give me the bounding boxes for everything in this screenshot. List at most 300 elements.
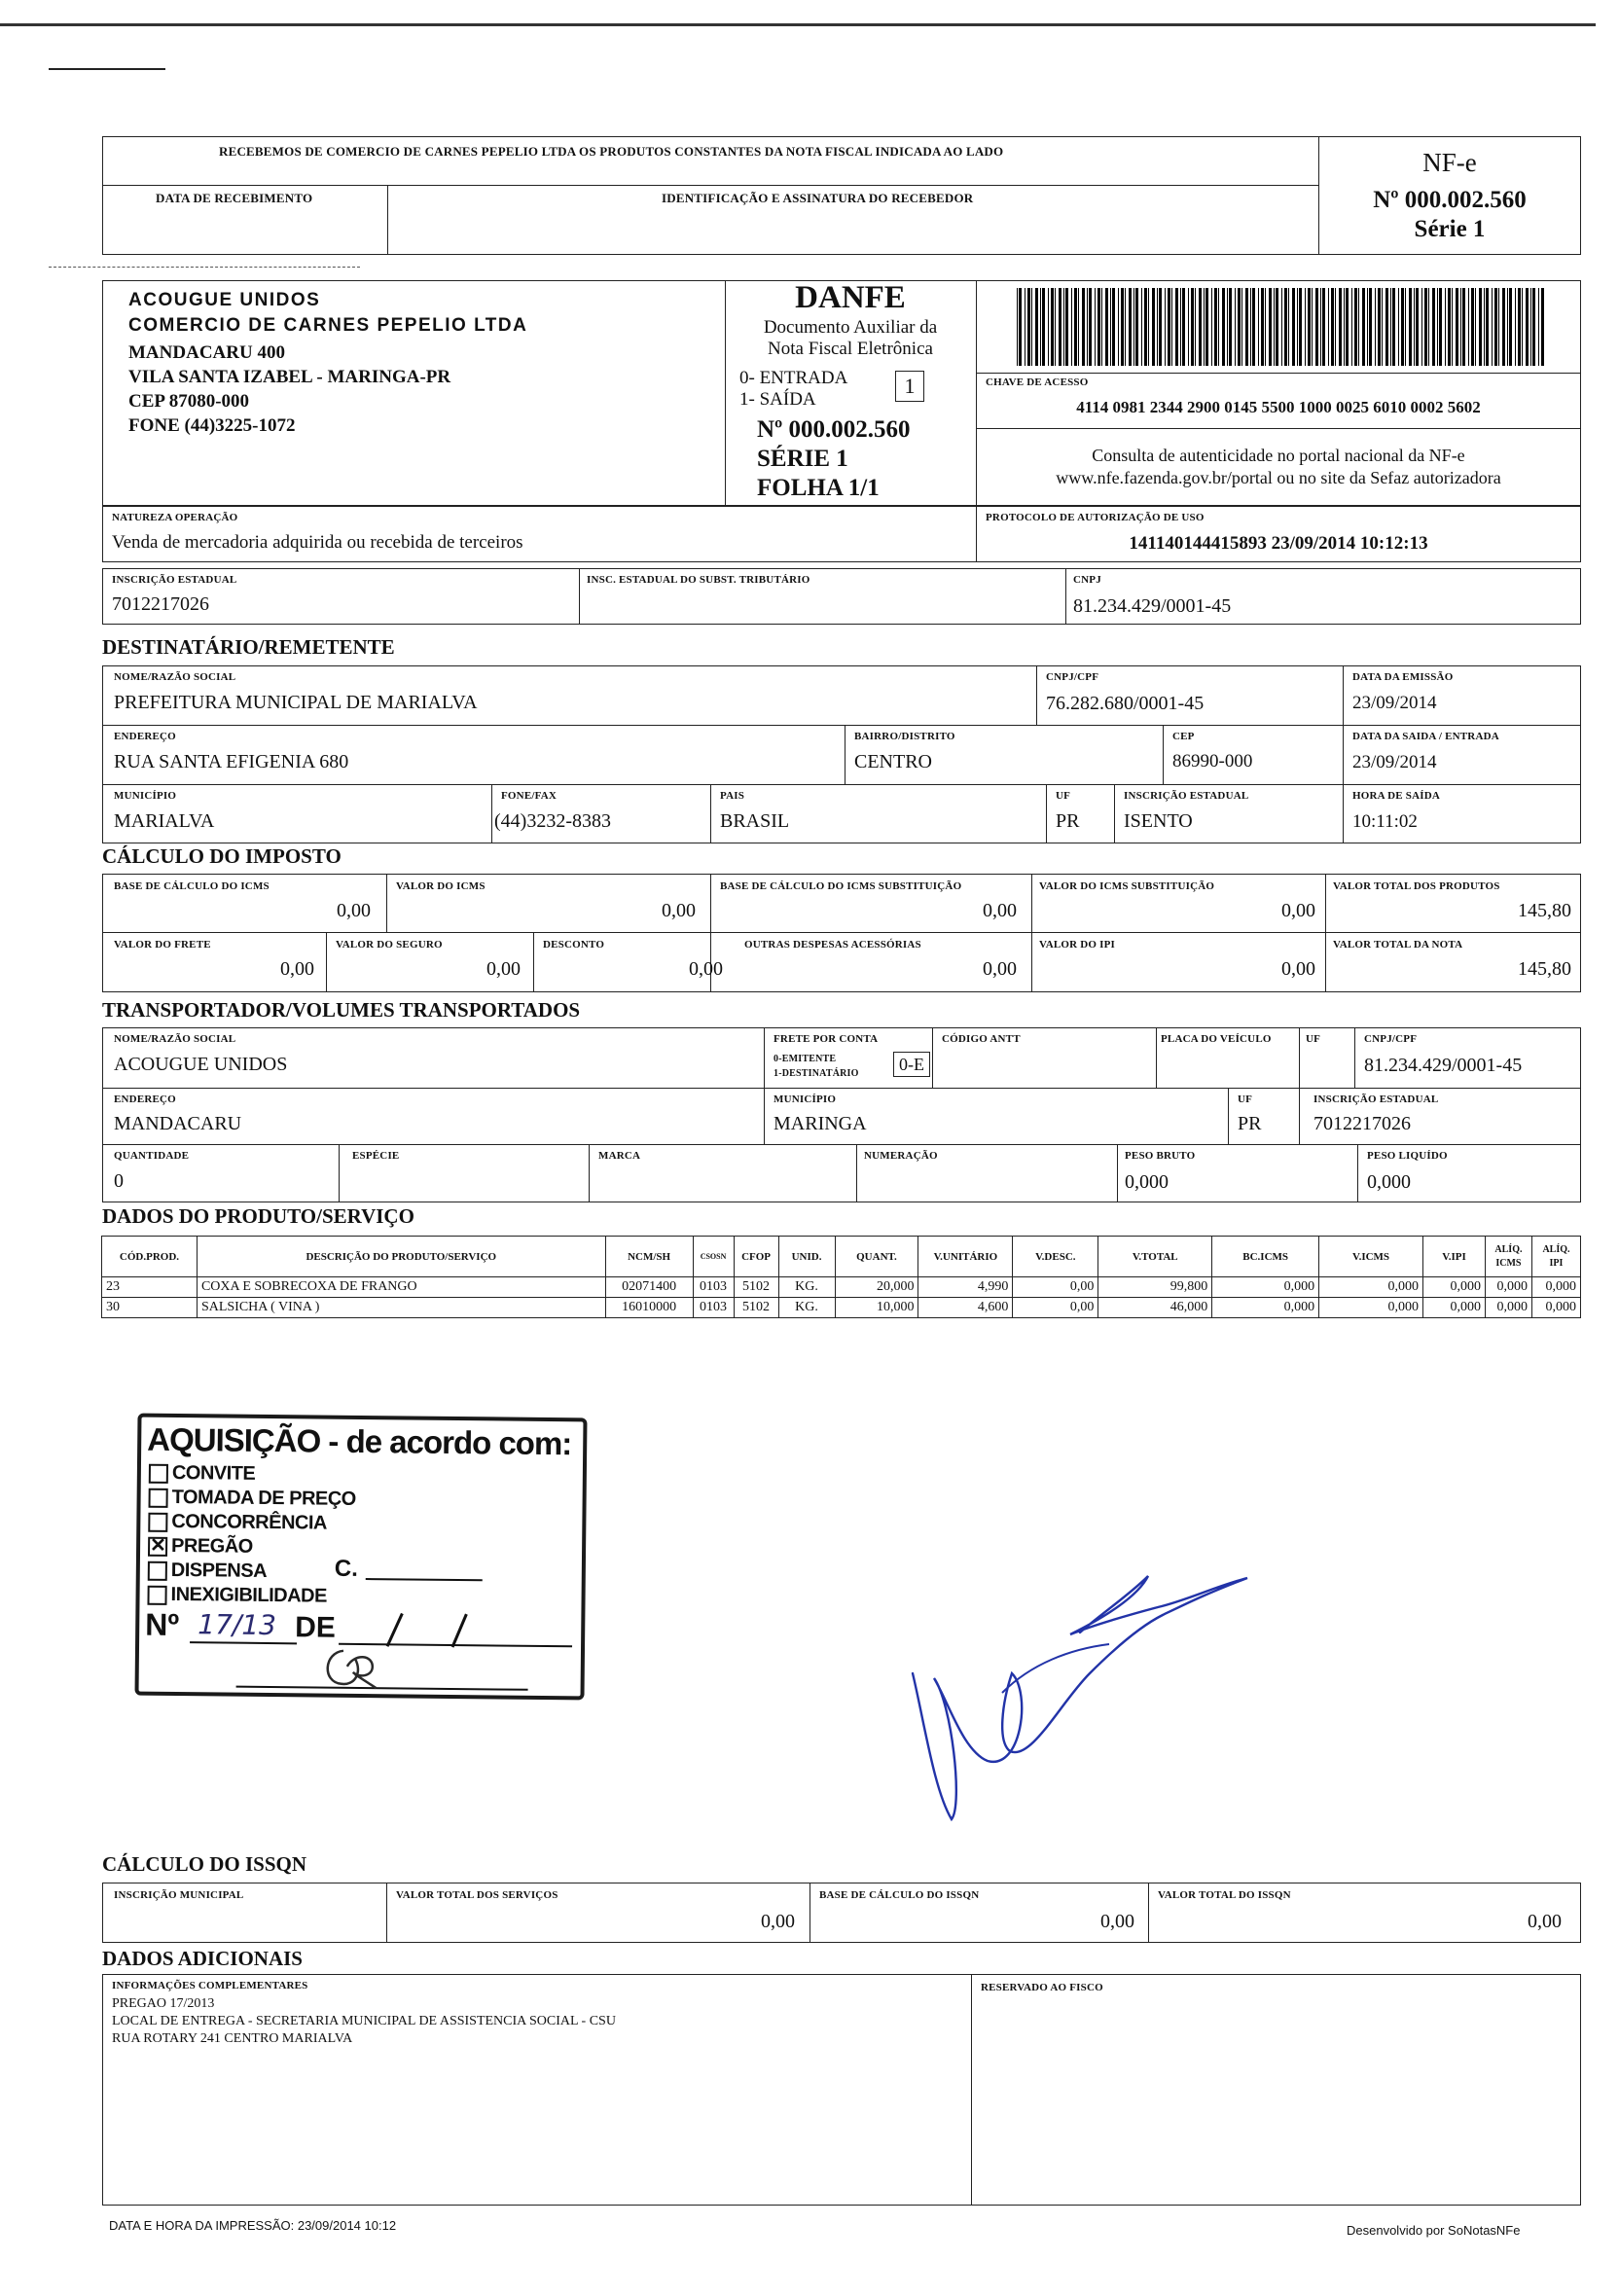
transp-frete-value: 0-E [893,1052,930,1077]
dest-fone-value: (44)3232-8383 [494,810,611,832]
natureza-value: Venda de mercadoria adquirida ou recebida de terceiros [112,532,523,553]
desenvolvido-text: Desenvolvido por SoNotasNFe [1347,2223,1521,2238]
barcode-bar [1414,288,1415,366]
barcode-bar [1152,288,1155,366]
barcode-bar [1195,288,1196,366]
barcode-bar [1281,288,1282,366]
barcode-bar [1375,288,1376,366]
dest-saida-value: 23/09/2014 [1352,752,1437,772]
produtos-section-title: DADOS DO PRODUTO/SERVIÇO [102,1204,414,1228]
barcode-bar [1452,288,1453,366]
transp-cnpj-value: 81.234.429/0001-45 [1364,1055,1523,1076]
danfe-subtitle-2: Nota Fiscal Eletrônica [768,339,933,359]
barcode-bar [1205,288,1208,366]
barcode-bar [1475,288,1476,366]
issqn-im-label: INSCRIÇÃO MUNICIPAL [114,1889,244,1901]
transp-bruto-label: PESO BRUTO [1125,1150,1196,1162]
cell-descricao: COXA E SOBRECOXA DE FRANGO [197,1277,605,1298]
transp-municipio-label: MUNICÍPIO [774,1094,837,1105]
total-produtos-label: VALOR TOTAL DOS PRODUTOS [1333,880,1500,892]
cut-line [49,267,360,268]
barcode-bar [1462,288,1465,366]
barcode-bar [1538,288,1539,366]
info-label: INFORMAÇÕES COMPLEMENTARES [112,1980,308,1991]
info-line-1: PREGAO 17/2013 [112,1996,215,2011]
barcode-bar [1265,288,1266,366]
barcode-bar [1227,288,1228,366]
stamp-option [148,1511,327,1536]
barcode-bar [1362,288,1365,366]
cell-bc-icms: 0,000 [1212,1298,1319,1318]
barcode-bar [1238,288,1241,366]
dest-endereco-value: RUA SANTA EFIGENIA 680 [114,751,349,772]
barcode-bar [1479,288,1482,366]
barcode-bar [1071,288,1072,366]
consulta-line-1: Consulta de autenticidade no portal nacional da NF-e [1092,446,1465,465]
emitente-endereco: MANDACARU 400 [128,342,285,363]
barcode-bar [1159,288,1162,366]
checkbox-icon [148,1512,167,1531]
barcode-bar [1097,288,1100,366]
col-unid: UNID. [778,1237,835,1277]
barcode-bar [1112,288,1115,366]
transportador-section-title: TRANSPORTADOR/VOLUMES TRANSPORTADOS [102,998,581,1022]
barcode-bar [1502,288,1505,366]
barcode-bar [1320,288,1321,366]
barcode-bar [1074,288,1077,366]
col-v-desc: V.DESC. [1013,1237,1098,1277]
cell-aliq-ipi: 0,000 [1531,1298,1580,1318]
barcode-bar [1031,288,1032,366]
stamp-numero-value: 17/13 [198,1608,277,1642]
barcode-bar [1416,288,1419,366]
adicionais-section-title: DADOS ADICIONAIS [102,1947,303,1970]
stamp-option-label: PREGÃO [170,1534,253,1558]
barcode-bar [1530,288,1531,366]
emitente-fone: FONE (44)3225-1072 [128,415,296,436]
barcode-bar [1051,288,1054,366]
barcode-bar [1171,288,1172,366]
barcode-bar [1095,288,1096,366]
iest-label: INSC. ESTADUAL DO SUBST. TRIBUTÁRIO [587,574,810,586]
stamp-option [148,1487,355,1512]
barcode-bar [1409,288,1412,366]
table-row [102,1298,1581,1318]
barcode-bar [1250,288,1251,366]
data-recebimento-label: DATA DE RECEBIMENTO [156,191,313,205]
dest-pais-label: PAIS [720,790,745,802]
barcode-bar [1445,288,1446,366]
transp-endereco-label: ENDEREÇO [114,1094,176,1105]
barcode-bar [1354,288,1357,366]
nfe-title: NF-e [1422,148,1477,177]
barcode-bar [1405,288,1406,366]
barcode-bar [1471,288,1474,366]
stamp-option-label: INEXIGIBILIDADE [170,1583,327,1607]
transp-bruto-value: 0,000 [1125,1171,1169,1193]
cell-v-ipi: 0,000 [1423,1277,1486,1298]
barcode-bar [1144,288,1147,366]
danfe-title: DANFE [795,280,906,315]
stamp-option-label: DISPENSA [170,1559,268,1582]
barcode-bar [1141,288,1142,366]
transp-antt-label: CÓDIGO ANTT [942,1033,1021,1045]
stamp-option [148,1560,267,1584]
adicionais-box [102,1974,1581,2206]
barcode-bar [1125,288,1126,366]
barcode-bar [1269,288,1272,366]
barcode-bar [1292,288,1295,366]
barcode-bar [1339,288,1342,366]
valor-st-value: 0,00 [1281,900,1315,921]
issqn-base-label: BASE DE CÁLCULO DO ISSQN [819,1889,980,1901]
barcode-bar [1344,288,1345,366]
dest-cnpj-label: CNPJ/CPF [1046,671,1099,683]
total-produtos-value: 145,80 [1518,900,1571,921]
emitente-nome: ACOUGUE UNIDOS [128,290,321,310]
emitente-bairro: VILA SANTA IZABEL - MARINGA-PR [128,367,451,387]
transp-frete-opt-1: 0-EMITENTE [774,1054,837,1064]
barcode-bar [1222,288,1225,366]
transp-liquido-value: 0,000 [1367,1171,1411,1193]
barcode-bar [1235,288,1236,366]
barcode-bar [1494,288,1497,366]
barcode-bar [1297,288,1298,366]
produtos-header-row [102,1237,1581,1277]
issqn-servicos-value: 0,00 [761,1911,795,1932]
cell-aliq-icms: 0,000 [1485,1277,1531,1298]
transp-marca-label: MARCA [598,1150,641,1162]
barcode-bar [1424,288,1427,366]
cell-ncm: 16010000 [605,1298,693,1318]
inscricao-box [102,568,1581,625]
dest-hora-value: 10:11:02 [1352,811,1418,832]
stamp-initials-icon [316,1645,385,1695]
danfe-serie: SÉRIE 1 [757,446,848,472]
transp-nome-label: NOME/RAZÃO SOCIAL [114,1033,236,1045]
barcode-bar [1328,288,1329,366]
dest-fone-label: FONE/FAX [501,790,558,802]
dest-emissao-value: 23/09/2014 [1352,693,1437,713]
barcode-bar [1218,288,1219,366]
cell-v-desc: 0,00 [1013,1277,1098,1298]
barcode-bar [1019,288,1022,366]
barcode-bar [1133,288,1134,366]
cell-unid: KG. [778,1298,835,1318]
danfe-saida: 1- SAÍDA [739,389,816,410]
transp-frete-opt-2: 1-DESTINATÁRIO [774,1068,859,1079]
barcode-bar [1392,288,1395,366]
danfe-entrada: 0- ENTRADA [739,368,848,388]
barcode-bar [1428,288,1429,366]
barcode-bar [1175,288,1178,366]
transp-endereco-value: MANDACARU [114,1113,242,1134]
scan-edge-line [0,23,1596,26]
danfe-subtitle-1: Documento Auxiliar da [763,317,938,338]
fisco-label: RESERVADO AO FISCO [981,1982,1103,1993]
cell-quant: 20,000 [835,1277,918,1298]
desconto-label: DESCONTO [543,939,605,951]
chave-value: 4114 0981 2344 2900 0145 5500 1000 0025 6010 0002 5602 [1076,398,1481,416]
outras-value: 0,00 [983,958,1017,980]
barcode-bar [1055,288,1056,366]
barcode-bar [1110,288,1111,366]
barcode-bar [1507,288,1508,366]
col-csosn: CSOSN [693,1237,734,1277]
cell-cod: 23 [102,1277,198,1298]
emitente-cep: CEP 87080-000 [128,391,250,412]
base-st-label: BASE DE CÁLCULO DO ICMS SUBSTITUIÇÃO [720,880,962,892]
barcode-bar [1335,288,1336,366]
col-v-ipi: V.IPI [1423,1237,1486,1277]
dest-nome-value: PREFEITURA MUNICIPAL DE MARIALVA [114,692,478,713]
base-icms-value: 0,00 [337,900,371,921]
barcode-bar [1486,288,1489,366]
recebemos-text: RECEBEMOS DE COMERCIO DE CARNES PEPELIO LTDA OS PRODUTOS CONSTANTES DA NOTA FISCAL INDICADA AO LADO [219,144,1004,159]
date-slash-icon [363,1609,509,1650]
valor-icms-value: 0,00 [662,900,696,921]
transp-uf2-value: PR [1238,1113,1262,1134]
barcode-bar [1498,288,1499,366]
produtos-table [101,1236,1581,1318]
barcode-bar [1358,288,1359,366]
barcode-bar [1182,288,1185,366]
stamp-option [148,1535,253,1560]
barcode-bar [1390,288,1391,366]
col-cfop: CFOP [734,1237,778,1277]
valor-icms-label: VALOR DO ICMS [396,880,486,892]
dest-cnpj-value: 76.282.680/0001-45 [1046,693,1205,714]
protocolo-value: 141140144415893 23/09/2014 10:12:13 [1129,533,1428,554]
stamp-title: AQUISIÇÃO - de acordo com: [147,1420,572,1462]
transp-frete-label: FRETE POR CONTA [774,1033,879,1045]
barcode-bar [1135,288,1138,366]
stamp-numero-label: Nº [145,1606,180,1643]
barcode-bar [1105,288,1108,366]
barcode-bar [1308,288,1311,366]
barcode-bar [1284,288,1287,366]
transp-placa-label: PLACA DO VEÍCULO [1161,1033,1272,1045]
barcode-bar [1168,288,1170,366]
cell-quant: 10,000 [835,1298,918,1318]
col-v-total: V.TOTAL [1098,1237,1212,1277]
aquisicao-stamp [134,1414,587,1701]
barcode-bar [1541,288,1544,366]
barcode-bar [1261,288,1264,366]
barcode-bar [1351,288,1352,366]
chave-label: CHAVE DE ACESSO [986,377,1089,388]
barcode-bar [1063,288,1064,366]
barcode-bar [1087,288,1088,366]
barcode-bar [1305,288,1306,366]
cell-v-unitario: 4,600 [918,1298,1013,1318]
impressao-text: DATA E HORA DA IMPRESSÃO: 23/09/2014 10:12 [109,2218,397,2233]
col-aliq-icms: ALÍQ. ICMS [1485,1237,1531,1277]
ipi-value: 0,00 [1281,958,1315,980]
dest-municipio-label: MUNICÍPIO [114,790,177,802]
barcode-bar [1322,288,1325,366]
transp-ie-value: 7012217026 [1313,1113,1411,1134]
barcode-bar [1509,288,1512,366]
stamp-c-label: C. [334,1555,359,1582]
cell-v-icms: 0,000 [1319,1277,1423,1298]
total-nota-value: 145,80 [1518,958,1571,980]
identificacao-label: IDENTIFICAÇÃO E ASSINATURA DO RECEBEDOR [662,191,974,205]
ie-value: 7012217026 [112,593,209,615]
consulta-line-2: www.nfe.fazenda.gov.br/portal ou no site da Sefaz autorizadora [1056,468,1501,487]
transp-liquido-label: PESO LIQUÍDO [1367,1150,1448,1162]
dest-cep-label: CEP [1172,731,1195,742]
barcode [1017,288,1547,366]
dest-hora-label: HORA DE SAÍDA [1352,790,1441,802]
barcode-bar [1214,288,1217,366]
barcode-bar [1241,288,1242,366]
barcode-bar [1299,288,1302,366]
issqn-total-label: VALOR TOTAL DO ISSQN [1158,1889,1291,1901]
cell-aliq-icms: 0,000 [1485,1298,1531,1318]
transp-especie-label: ESPÉCIE [352,1150,400,1162]
imposto-section-title: CÁLCULO DO IMPOSTO [102,844,342,868]
cell-unid: KG. [778,1277,835,1298]
dest-cep-value: 86990-000 [1172,751,1253,771]
barcode-bar [1204,288,1205,366]
transp-cnpj-label: CNPJ/CPF [1364,1033,1418,1045]
barcode-bar [1439,288,1442,366]
cell-ncm: 02071400 [605,1277,693,1298]
issqn-section-title: CÁLCULO DO ISSQN [102,1852,307,1876]
barcode-bar [1121,288,1124,366]
transp-ie-label: INSCRIÇÃO ESTADUAL [1313,1094,1439,1105]
seguro-label: VALOR DO SEGURO [336,939,443,951]
barcode-bar [1040,288,1041,366]
barcode-bar [1492,288,1493,366]
barcode-bar [1385,288,1388,366]
nfe-serie: Série 1 [1414,216,1486,242]
transp-numeracao-label: NUMERAÇÃO [864,1150,938,1162]
dest-ie-label: INSCRIÇÃO ESTADUAL [1124,790,1249,802]
barcode-bar [1252,288,1255,366]
transp-qtd-label: QUANTIDADE [114,1150,190,1162]
barcode-bar [1288,288,1289,366]
barcode-bar [1148,288,1149,366]
dest-saida-label: DATA DA SAIDA / ENTRADA [1352,731,1499,742]
dest-nome-label: NOME/RAZÃO SOCIAL [114,671,236,683]
barcode-bar [1065,288,1068,366]
barcode-bar [1191,288,1194,366]
barcode-bar [1165,288,1166,366]
barcode-bar [1421,288,1422,366]
col-quant: QUANT. [835,1237,918,1277]
stamp-option [149,1462,256,1487]
natureza-label: NATUREZA OPERAÇÃO [112,512,238,523]
checked-checkbox-icon: ✕ [149,1534,166,1557]
transp-nome-value: ACOUGUE UNIDOS [114,1054,288,1075]
transp-uf-label: UF [1306,1033,1321,1045]
barcode-bar [1432,288,1435,366]
dest-bairro-value: CENTRO [854,751,932,772]
stamp-option-label: CONVITE [171,1461,256,1485]
stamp-option [147,1584,327,1609]
cell-v-ipi: 0,000 [1423,1298,1486,1318]
cell-v-icms: 0,000 [1319,1298,1423,1318]
barcode-bar [1460,288,1461,366]
barcode-bar [1312,288,1313,366]
cell-v-unitario: 4,990 [918,1277,1013,1298]
dest-uf-label: UF [1056,790,1071,802]
barcode-bar [1468,288,1469,366]
scan-mark [49,68,165,70]
barcode-bar [1118,288,1119,366]
cell-bc-icms: 0,000 [1212,1277,1319,1298]
signature-icon [895,1557,1265,1829]
issqn-base-value: 0,00 [1100,1911,1134,1932]
barcode-bar [1211,288,1212,366]
ie-label: INSCRIÇÃO ESTADUAL [112,574,237,586]
transp-uf2-label: UF [1238,1094,1253,1105]
danfe-folha: FOLHA 1/1 [757,475,880,501]
barcode-bar [1522,288,1523,366]
barcode-bar [1101,288,1102,366]
seguro-value: 0,00 [486,958,521,980]
stamp-option-label: CONCORRÊNCIA [171,1510,328,1534]
transp-municipio-value: MARINGA [774,1113,867,1134]
barcode-bar [1456,288,1458,366]
issqn-servicos-label: VALOR TOTAL DOS SERVIÇOS [396,1889,558,1901]
outras-label: OUTRAS DESPESAS ACESSÓRIAS [744,939,921,951]
checkbox-icon [147,1585,166,1604]
barcode-bar [1532,288,1535,366]
cnpj-value: 81.234.429/0001-45 [1073,595,1232,617]
destinatario-section-title: DESTINATÁRIO/REMETENTE [102,635,395,659]
barcode-bar [1245,288,1248,366]
cell-csosn: 0103 [693,1298,734,1318]
base-st-value: 0,00 [983,900,1017,921]
barcode-bar [1042,288,1045,366]
barcode-bar [1027,288,1030,366]
danfe-numero: Nº 000.002.560 [757,416,911,443]
dest-endereco-label: ENDEREÇO [114,731,176,742]
dest-bairro-label: BAIRRO/DISTRITO [854,731,955,742]
checkbox-icon [149,1488,168,1507]
barcode-bar [1229,288,1232,366]
col-v-unitario: V.UNITÁRIO [918,1237,1013,1277]
cell-cod: 30 [102,1298,198,1318]
barcode-bar [1346,288,1349,366]
dest-municipio-value: MARIALVA [114,810,215,832]
cell-aliq-ipi: 0,000 [1531,1277,1580,1298]
table-row [102,1277,1581,1298]
dest-uf-value: PR [1056,810,1080,832]
frete-value: 0,00 [280,958,314,980]
barcode-bar [1401,288,1404,366]
barcode-bar [1188,288,1189,366]
cell-csosn: 0103 [693,1277,734,1298]
barcode-bar [1276,288,1278,366]
col-descricao: DESCRIÇÃO DO PRODUTO/SERVIÇO [197,1237,605,1277]
ipi-label: VALOR DO IPI [1039,939,1115,951]
issqn-total-value: 0,00 [1528,1911,1562,1932]
cell-cfop: 5102 [734,1298,778,1318]
barcode-bar [1515,288,1516,366]
frete-label: VALOR DO FRETE [114,939,211,951]
nfe-numero: Nº 000.002.560 [1373,187,1527,213]
col-cod-prod: CÓD.PROD. [102,1237,198,1277]
barcode-bar [1378,288,1381,366]
cell-cfop: 5102 [734,1277,778,1298]
dest-pais-value: BRASIL [720,810,790,832]
base-icms-label: BASE DE CÁLCULO DO ICMS [114,880,270,892]
barcode-bar [1035,288,1038,366]
